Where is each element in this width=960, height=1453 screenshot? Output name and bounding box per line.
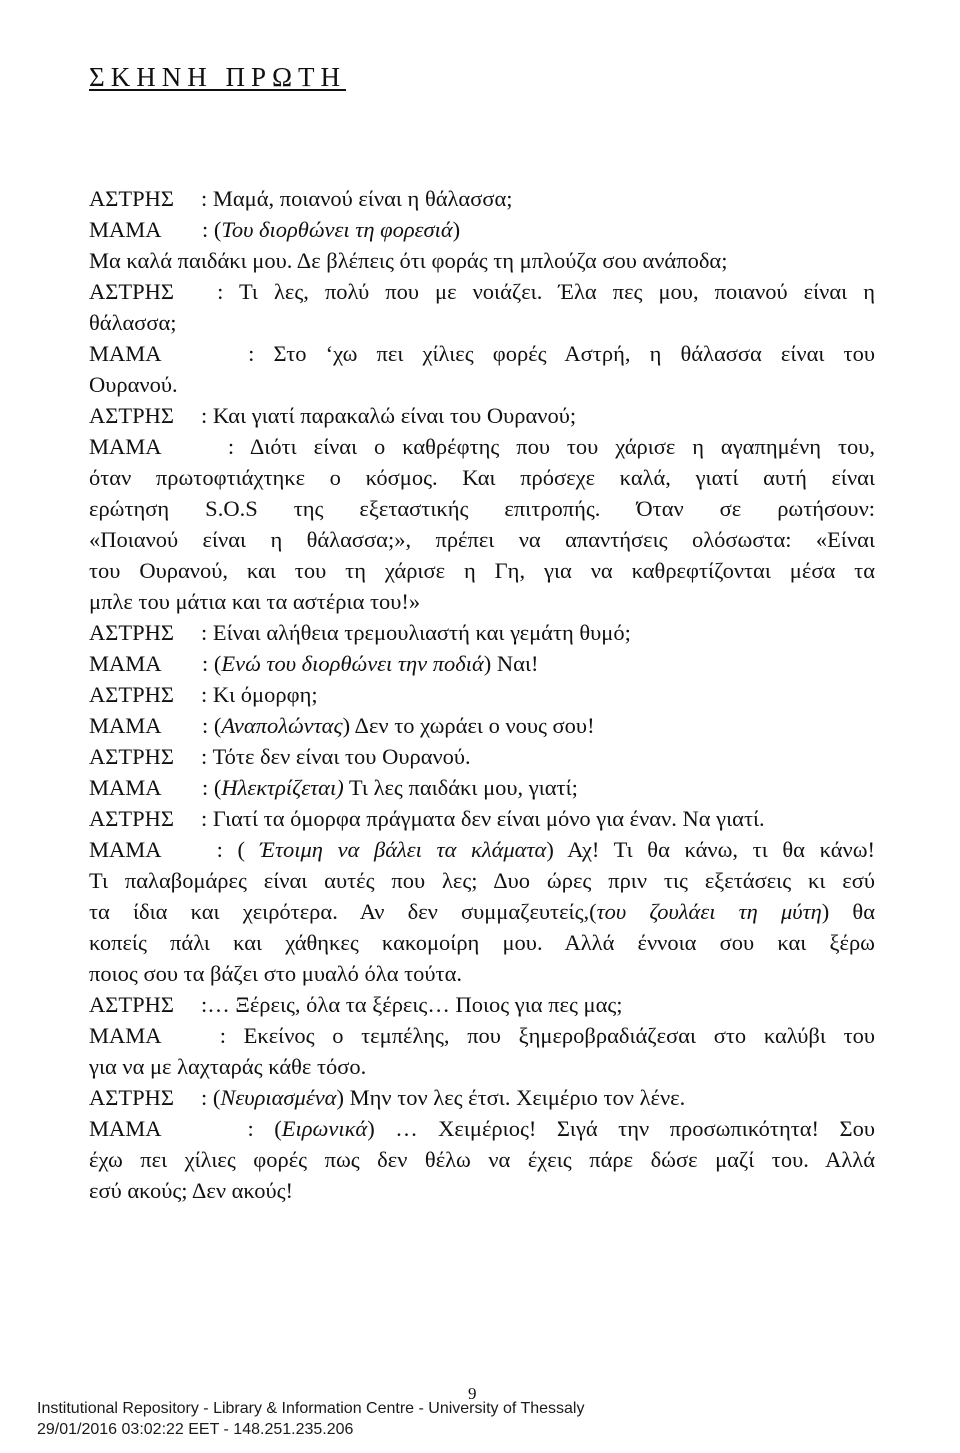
dialogue-line: ΜΑΜΑ : (Ηλεκτρίζεται) Τι λες παιδάκι μου, γιατί;	[89, 772, 875, 803]
dialogue-line: ΑΣΤΡΗΣ : Είναι αλήθεια τρεμουλιαστή και γεμάτη θυμό;	[89, 617, 875, 648]
dialogue-line: ΜΑΜΑ : ( Έτοιμη να βάλει τα κλάματα) Αχ! Τι θα κάνω, τι θα κάνω!	[89, 834, 875, 865]
dialogue-line: θάλασσα;	[89, 310, 177, 335]
speaker-name: ΜΑΜΑ	[89, 713, 162, 738]
speaker-name: ΑΣΤΡΗΣ	[89, 403, 174, 428]
stage-direction: Ηλεκτρίζεται)	[221, 775, 344, 800]
dialogue-line: μπλε του μάτια και τα αστέρια του!»	[89, 589, 421, 614]
dialogue-line: ΜΑΜΑ : (Ενώ του διορθώνει την ποδιά) Ναι!	[89, 648, 875, 679]
speaker-name: ΜΑΜΑ	[89, 775, 162, 800]
dialogue-line: Τι παλαβομάρες είναι αυτές που λες; Δυο ώρες πριν τις εξετάσεις κι εσύ	[89, 868, 875, 893]
dialogue-line: ΑΣΤΡΗΣ : Κι όμορφη;	[89, 679, 875, 710]
dialogue-line: του Ουρανού, και του τη χάρισε η Γη, για να καθρεφτίζονται μέσα τα	[89, 558, 875, 583]
dialogue-line: τα ίδια και χειρότερα. Αν δεν συμμαζευτείς,(του ζουλάει τη μύτη) θα	[89, 899, 875, 924]
dialogue-line: ερώτηση S.O.S της εξεταστικής επιτροπής. Όταν σε ρωτήσουν:	[89, 496, 875, 521]
dialogue-line: όταν πρωτοφτιάχτηκε ο κόσμος. Και πρόσεχε καλά, γιατί αυτή είναι	[89, 465, 875, 490]
dialogue-line: Μα καλά παιδάκι μου. Δε βλέπεις ότι φοράς τη μπλούζα σου ανάποδα;	[89, 248, 728, 273]
speaker-name: ΑΣΤΡΗΣ	[89, 620, 174, 645]
dialogue-line: εσύ ακούς; Δεν ακούς!	[89, 1178, 294, 1203]
speaker-name: ΜΑΜΑ	[89, 1116, 162, 1141]
speaker-name: ΑΣΤΡΗΣ	[89, 806, 174, 831]
dialogue-line: ΜΑΜΑ : Διότι είναι ο καθρέφτης που του χάρισε η αγαπημένη του,	[89, 431, 875, 462]
repository-footer	[37, 1398, 584, 1440]
speaker-name: ΜΑΜΑ	[89, 651, 162, 676]
dialogue-line: ΑΣΤΡΗΣ : Και γιατί παρακαλώ είναι του Ουρανού;	[89, 400, 875, 431]
dialogue-line: έχω πει χίλιες φορές πως δεν θέλω να έχεις πάρε δώσε μαζί του. Αλλά	[89, 1147, 875, 1172]
speaker-name: ΜΑΜΑ	[89, 837, 162, 862]
speaker-name: ΑΣΤΡΗΣ	[89, 279, 174, 304]
speaker-name: ΑΣΤΡΗΣ	[89, 992, 174, 1017]
dialogue-line: ΜΑΜΑ : Εκείνος ο τεμπέλης, που ξημεροβραδιάζεσαι στο καλύβι του	[89, 1020, 875, 1051]
stage-direction: Του διορθώνει τη φορεσιά	[221, 217, 453, 242]
stage-direction: Νευριασμένα	[220, 1085, 337, 1110]
page-number: 9	[468, 1384, 477, 1403]
dialogue-line: ΜΑΜΑ : (Αναπολώντας) Δεν το χωράει ο νους σου!	[89, 710, 875, 741]
speaker-name: ΑΣΤΡΗΣ	[89, 1085, 174, 1110]
dialogue-text	[89, 183, 875, 1206]
stage-direction: Ειρωνικά	[281, 1116, 368, 1141]
dialogue-line: ποιος σου τα βάζει στο μυαλό όλα τούτα.	[89, 961, 463, 986]
speaker-name: ΜΑΜΑ	[89, 217, 162, 242]
speaker-name: ΑΣΤΡΗΣ	[89, 186, 174, 211]
speaker-name: ΜΑΜΑ	[89, 341, 162, 366]
dialogue-line: ΜΑΜΑ : (Του διορθώνει τη φορεσιά)	[89, 214, 875, 245]
dialogue-line: ΑΣΤΡΗΣ :… Ξέρεις, όλα τα ξέρεις… Ποιος για πες μας;	[89, 989, 875, 1020]
dialogue-line: ΑΣΤΡΗΣ : Γιατί τα όμορφα πράγματα δεν είναι μόνο για έναν. Να γιατί.	[89, 803, 875, 834]
dialogue-line: ΜΑΜΑ : Στο ‘χω πει χίλιες φορές Αστρή, η θάλασσα είναι του	[89, 338, 875, 369]
dialogue-line: «Ποιανού είναι η θάλασσα;», πρέπει να απαντήσεις ολόσωστα: «Είναι	[89, 527, 875, 552]
dialogue-line: ΑΣΤΡΗΣ : Μαμά, ποιανού είναι η θάλασσα;	[89, 183, 875, 214]
stage-direction: Έτοιμη να βάλει τα κλάματα	[259, 837, 547, 862]
footer-repository-line: Institutional Repository - Library & Information Centre - University of Thessaly	[37, 1400, 585, 1417]
speaker-name: ΜΑΜΑ	[89, 1023, 162, 1048]
stage-direction: Ενώ του διορθώνει την ποδιά	[221, 651, 484, 676]
speaker-name: ΑΣΤΡΗΣ	[89, 744, 174, 769]
dialogue-line: ΑΣΤΡΗΣ : Τότε δεν είναι του Ουρανού.	[89, 741, 875, 772]
dialogue-line: για να με λαχταράς κάθε τόσο.	[89, 1054, 367, 1079]
speaker-name: ΑΣΤΡΗΣ	[89, 682, 174, 707]
dialogue-line: κοπείς πάλι και χάθηκες κακομοίρη μου. Αλλά έννοια σου και ξέρω	[89, 930, 875, 955]
dialogue-line: Ουρανού.	[89, 372, 178, 397]
dialogue-line: ΜΑΜΑ : (Ειρωνικά) … Χειμέριος! Σιγά την προσωπικότητα! Σου	[89, 1113, 875, 1144]
footer-timestamp-line: 29/01/2016 03:02:22 EET - 148.251.235.206	[37, 1421, 354, 1438]
stage-direction: του ζουλάει τη μύτη	[596, 899, 822, 924]
scene-title: ΣΚΗΝΗ ΠΡΩΤΗ	[89, 62, 347, 92]
speaker-name: ΜΑΜΑ	[89, 434, 162, 459]
dialogue-line: ΑΣΤΡΗΣ : (Νευριασμένα) Μην τον λες έτσι. Χειμέριο τον λένε.	[89, 1082, 875, 1113]
stage-direction: Αναπολώντας	[221, 713, 343, 738]
dialogue-line: ΑΣΤΡΗΣ : Τι λες, πολύ που με νοιάζει. Έλα πες μου, ποιανού είναι η	[89, 276, 875, 307]
